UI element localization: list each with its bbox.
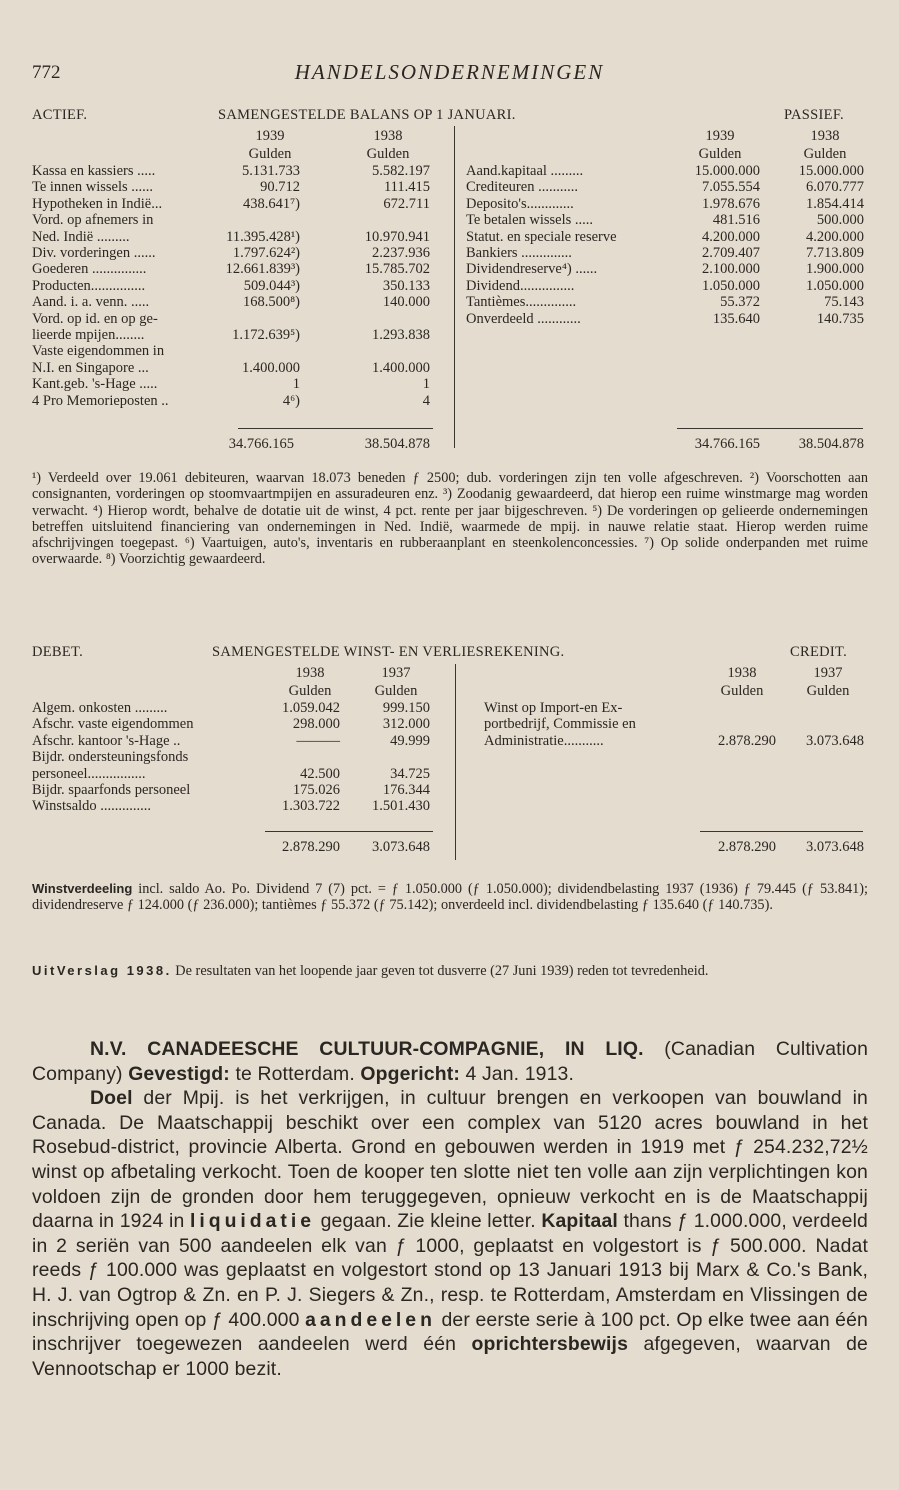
credit-total-1937: 3.073.648 (806, 839, 864, 855)
actief-row-label: Kassa en kassiers ..... (32, 163, 156, 179)
passief-row-label: Dividendreserve⁴) ...... (466, 261, 598, 278)
actief-row-value-v1: 1.400.000 (242, 359, 300, 376)
debet-row-value-v1: 1.059.042 (282, 700, 340, 716)
gevestigd-label: Gevestigd: (128, 1062, 230, 1085)
passief-row-label: Statut. en speciale reserve (466, 228, 617, 245)
actief-row-value-v1: 5.131.733 (242, 163, 300, 179)
passief-label: PASSIEF. (784, 107, 844, 123)
debet-row-label: personeel................ (32, 765, 146, 782)
pnl-year-1937-left: 1937 (381, 665, 411, 681)
debet-row-value-v2: 49.999 (390, 732, 430, 749)
actief-row-value-v2: 15.785.702 (364, 261, 430, 278)
passief-row-value-v1: 135.640 (712, 310, 760, 327)
balance-title: SAMENGESTELDE BALANS OP 1 JANUARI. (218, 107, 516, 123)
balance-year-1938-left: 1938 (373, 128, 403, 144)
debet-row-label: Algem. onkosten ......... (32, 700, 168, 716)
company-name-suffix: (Canadian Cultivation Company) (32, 1038, 868, 1085)
actief-row-label: lieerde mpijen........ (32, 327, 145, 343)
debet-row-value-v1: ——— (296, 732, 340, 749)
actief-row-value-v1: 11.395.428¹) (226, 228, 300, 245)
kapitaal-text-3: afgegeven, waarvan de Vennootschap er 1000 bezit. (32, 1333, 868, 1380)
balance-divider (454, 126, 455, 448)
actief-row-label: Vord. op id. en op ge- (32, 310, 158, 327)
passief-row-value-v1: 55.372 (720, 294, 760, 311)
passief-total-1938: 38.504.878 (798, 436, 864, 452)
credit-row-label: portbedrijf, Commissie en (484, 716, 636, 733)
pnl-divider (455, 664, 456, 860)
opgericht-label: Opgericht: (360, 1062, 460, 1085)
actief-row-label: Vaste eigendommen in (32, 343, 165, 360)
actief-label: ACTIEF. (32, 107, 88, 123)
actief-row-value-v1: 1.797.624²) (232, 245, 300, 261)
actief-row-value-v1: 1 (292, 376, 300, 393)
balance-unit-left-1: Gulden (248, 146, 292, 162)
passief-total-rule (677, 428, 863, 429)
actief-row-value-v2: 111.415 (383, 179, 430, 196)
credit-row-value-v1: 2.878.290 (718, 732, 776, 749)
winstverdeeling-paragraph (32, 881, 868, 914)
passief-row-value-v2: 1.900.000 (806, 261, 864, 278)
doel-text-1: der Mpij. is het verkrijgen, in cultuur brengen en verkoopen van bouwland in Canada. De Maatschappij beschikt over een complex van 5120 acres bouwland in het Rosebud-district, provincie Alberta. Grond en gebouwen werden in 1919 met ƒ 254.232,72½ winst op afbetaling verkocht. Toen de kooper ten slotte niet ten volle aan zijn verplichtingen kon voldoen zijn de gronden door hem teruggegeven, opnieuw verkocht en is de Maatschappij daarna in 1924 in (32, 1087, 868, 1233)
actief-row-value-v2: 1 (422, 376, 430, 393)
passief-row-value-v1: 2.100.000 (702, 261, 760, 278)
debet-row-label: Bijdr. ondersteuningsfonds (32, 749, 189, 766)
passief-row-value-v1: 15.000.000 (694, 163, 760, 179)
pnl-unit-right-2: Gulden (806, 683, 850, 699)
passief-row-value-v1: 1.978.676 (702, 195, 760, 212)
pnl-unit-left-1: Gulden (288, 683, 332, 699)
doel-paragraph (32, 1086, 868, 1381)
pnl-title: SAMENGESTELDE WINST- EN VERLIESREKENING. (212, 644, 565, 660)
pnl-unit-left-2: Gulden (374, 683, 418, 699)
debet-row-label: Bijdr. spaarfonds personeel (32, 782, 191, 798)
gevestigd-value: te Rotterdam. (229, 1062, 361, 1085)
debet-row-value-v1: 1.303.722 (282, 798, 340, 815)
actief-row-value-v1: 4⁶) (282, 392, 300, 409)
actief-total-1939: 34.766.165 (228, 436, 294, 452)
passief-row-value-v2: 1.854.414 (806, 195, 864, 212)
page-number: 772 (32, 62, 61, 83)
passief-row-value-v1: 7.055.554 (702, 179, 760, 196)
passief-row-value-v2: 75.143 (824, 294, 864, 311)
passief-row-label: Dividend............... (466, 277, 575, 294)
uitverslag-heading: UitVerslag 1938. (32, 963, 172, 978)
passief-row-value-v1: 1.050.000 (702, 277, 760, 294)
kapitaal-label: Kapitaal (541, 1210, 618, 1233)
actief-row-label: Goederen ............... (32, 261, 147, 278)
kapitaal-text-2: der eerste serie à 100 pct. Op elke twee aan één inschrijver toegewezen aandeelen werd één (32, 1308, 868, 1356)
oprichtersbewijs-term: oprichtersbewijs (471, 1333, 629, 1356)
credit-total-rule (700, 831, 863, 832)
actief-row-label: Kant.geb. 's-Hage ..... (32, 376, 158, 393)
debet-label: DEBET. (32, 644, 84, 660)
balance-unit-right-1: Gulden (698, 146, 742, 162)
doel-label: Doel (90, 1087, 133, 1110)
actief-row-value-v2: 1.400.000 (372, 359, 430, 376)
winstverdeeling-heading: Winstverdeeling (32, 881, 133, 896)
actief-row-label: Div. vorderingen ...... (32, 245, 156, 261)
debet-row-label: Afschr. vaste eigendommen (32, 716, 194, 733)
debet-row-value-v1: 175.026 (292, 782, 340, 798)
kapitaal-text-1: thans ƒ 1.000.000, verdeeld in 2 seriën van 500 aandeelen elk van ƒ 1000, geplaatst en volgestort is ƒ 500.000. Nadat reeds ƒ 100.000 was geplaatst en volgestort stond op 13 Januari 1913 bij Marx & Co.'s Bank, H. J. van Ogtrop & Zn. en P. J. Siegers & Zn., resp. te Rotterdam, Amsterdam en Vlissingen de inschrijving open op ƒ 400.000 (32, 1210, 868, 1331)
pnl-year-1937-right: 1937 (813, 665, 843, 681)
debet-row-value-v2: 34.725 (390, 765, 430, 782)
doel-text-2: gegaan. Zie kleine letter. (315, 1210, 542, 1233)
company-name: N.V. CANADEESCHE CULTUUR-COMPAGNIE, IN LIQ. (90, 1038, 644, 1060)
aandeelen-term: aandeelen (305, 1308, 436, 1331)
debet-row-value-v2: 1.501.430 (372, 798, 430, 815)
passief-row-label: Aand.kapitaal ......... (466, 163, 584, 179)
winstverdeeling-text: incl. saldo Ao. Po. Dividend 7 (7) pct. = ƒ 1.050.000 (ƒ 1.050.000); dividendbelasting 1937 (1936) ƒ 79.445 (ƒ 53.841); dividendreserve ƒ 124.000 (ƒ 236.000); tantièmes ƒ 55.372 (ƒ 75.142); onverdeeld incl. dividendbelasting ƒ 135.640 (ƒ 140.735). (32, 881, 868, 914)
pnl-unit-right-1: Gulden (720, 683, 764, 699)
passief-row-value-v1: 481.516 (712, 212, 760, 229)
actief-row-label: Ned. Indië ......... (32, 228, 130, 245)
actief-row-value-v2: 672.711 (383, 195, 430, 212)
passief-row-value-v2: 4.200.000 (806, 228, 864, 245)
debet-total-1937: 3.073.648 (372, 839, 430, 855)
passief-row-label: Onverdeeld ............ (466, 310, 581, 327)
actief-row-label: Te innen wissels ...... (32, 179, 154, 196)
passief-row-label: Deposito's............. (466, 195, 574, 212)
debet-total-rule (265, 831, 433, 832)
actief-row-value-v2: 2.237.936 (372, 245, 430, 261)
actief-row-value-v1: 1.172.639⁵) (232, 327, 300, 343)
uitverslag-text: De resultaten van het loopende jaar geven tot dusverre (27 Juni 1939) reden tot tevredenheid. (171, 963, 709, 979)
debet-row-value-v2: 312.000 (382, 716, 430, 733)
pnl-year-1938-left: 1938 (295, 665, 325, 681)
passief-row-value-v2: 500.000 (816, 212, 864, 229)
actief-row-value-v2: 10.970.941 (364, 228, 430, 245)
company-entry (32, 1037, 868, 1381)
actief-total-rule (238, 428, 433, 429)
actief-row-value-v1: 168.500⁸) (242, 294, 300, 311)
actief-row-label: N.I. en Singapore ... (32, 359, 149, 376)
actief-row-value-v2: 5.582.197 (372, 163, 430, 179)
liquidatie-term: liquidatie (189, 1210, 316, 1233)
passief-row-value-v2: 140.735 (816, 310, 864, 327)
balance-unit-right-2: Gulden (803, 146, 847, 162)
passief-row-label: Bankiers .............. (466, 245, 572, 261)
credit-row-value-v2: 3.073.648 (806, 732, 864, 749)
actief-row-label: Hypotheken in Indië... (32, 195, 163, 212)
actief-row-value-v2: 350.133 (382, 277, 430, 294)
balance-year-1938-right: 1938 (810, 128, 840, 144)
credit-row-label: Administratie........... (484, 732, 604, 749)
passief-row-label: Crediteuren ........... (466, 179, 578, 196)
passief-row-value-v2: 1.050.000 (806, 277, 864, 294)
actief-row-label: Vord. op afnemers in (32, 212, 154, 229)
balance-year-1939-right: 1939 (705, 128, 735, 144)
opgericht-value: 4 Jan. 1913. (459, 1062, 575, 1085)
debet-row-value-v2: 999.150 (382, 700, 430, 716)
debet-row-label: Afschr. kantoor 's-Hage .. (32, 732, 181, 749)
passief-row-value-v1: 2.709.407 (702, 245, 760, 261)
credit-row-label: Winst op Import-en Ex- (484, 700, 623, 716)
balance-footnotes: ¹) Verdeeld over 19.061 debiteuren, waarvan 18.073 beneden ƒ 2500; dub. vorderingen zijn ten volle afgeschreven. ²) Voorschotten aan consignanten, vorderingen op stoomvaartmpijen en assuradeuren enz. ³) Zoodanig gewaardeerd, dat hierop een ruime winstmarge mag worden verwacht. ⁴) Hierop wordt, behalve de dotatie uit de winst, 4 pct. rente per jaar bijgeschreven. ⁵) De vorderingen op gelieerde ondernemingen betreffen uitsluitend financiering van ondernemingen in Ned. Indië, waarmede de mpij. in nauwe relatie staat. Hierop werden ruime afschrijvingen toegepast. ⁶) Vaartuigen, auto's, inventaris en rubberaanplant en steenkolenconcessies. ⁷) Op solide onderpanden met ruime overwaarde. ⁸) Voorzichtig gewaardeerd. (32, 470, 868, 568)
pnl-year-1938-right: 1938 (727, 665, 757, 681)
balance-year-1939-left: 1939 (255, 128, 285, 144)
passief-row-value-v2: 15.000.000 (798, 163, 864, 179)
actief-row-value-v2: 4 (422, 392, 430, 409)
running-title: HANDELSONDERNEMINGEN (294, 60, 605, 84)
passief-row-label: Te betalen wissels ..... (466, 212, 594, 229)
actief-row-label: 4 Pro Memorieposten .. (32, 392, 169, 409)
company-heading-paragraph (32, 1037, 868, 1086)
actief-row-value-v1: 509.044³) (243, 277, 300, 294)
debet-row-value-v1: 42.500 (300, 765, 340, 782)
actief-row-value-v2: 140.000 (382, 294, 430, 311)
debet-total-1938: 2.878.290 (282, 839, 340, 855)
passief-row-value-v2: 6.070.777 (806, 179, 864, 196)
actief-total-1938: 38.504.878 (364, 436, 430, 452)
debet-row-label: Winstsaldo .............. (32, 798, 152, 815)
passief-total-1939: 34.766.165 (694, 436, 760, 452)
actief-row-value-v1: 12.661.839³) (225, 261, 300, 278)
actief-row-value-v2: 1.293.838 (372, 327, 430, 343)
passief-row-label: Tantièmes.............. (466, 294, 577, 311)
balance-unit-left-2: Gulden (366, 146, 410, 162)
actief-row-label: Producten............... (32, 277, 146, 294)
passief-row-value-v2: 7.713.809 (806, 245, 864, 261)
actief-row-label: Aand. i. a. venn. ..... (32, 294, 150, 311)
passief-row-value-v1: 4.200.000 (702, 228, 760, 245)
uitverslag-paragraph (32, 963, 868, 979)
actief-row-value-v1: 90.712 (260, 179, 300, 196)
actief-row-value-v1: 438.641⁷) (242, 195, 300, 212)
debet-row-value-v2: 176.344 (382, 782, 430, 798)
credit-total-1938: 2.878.290 (718, 839, 776, 855)
debet-row-value-v1: 298.000 (292, 716, 340, 733)
credit-label: CREDIT. (790, 644, 848, 660)
